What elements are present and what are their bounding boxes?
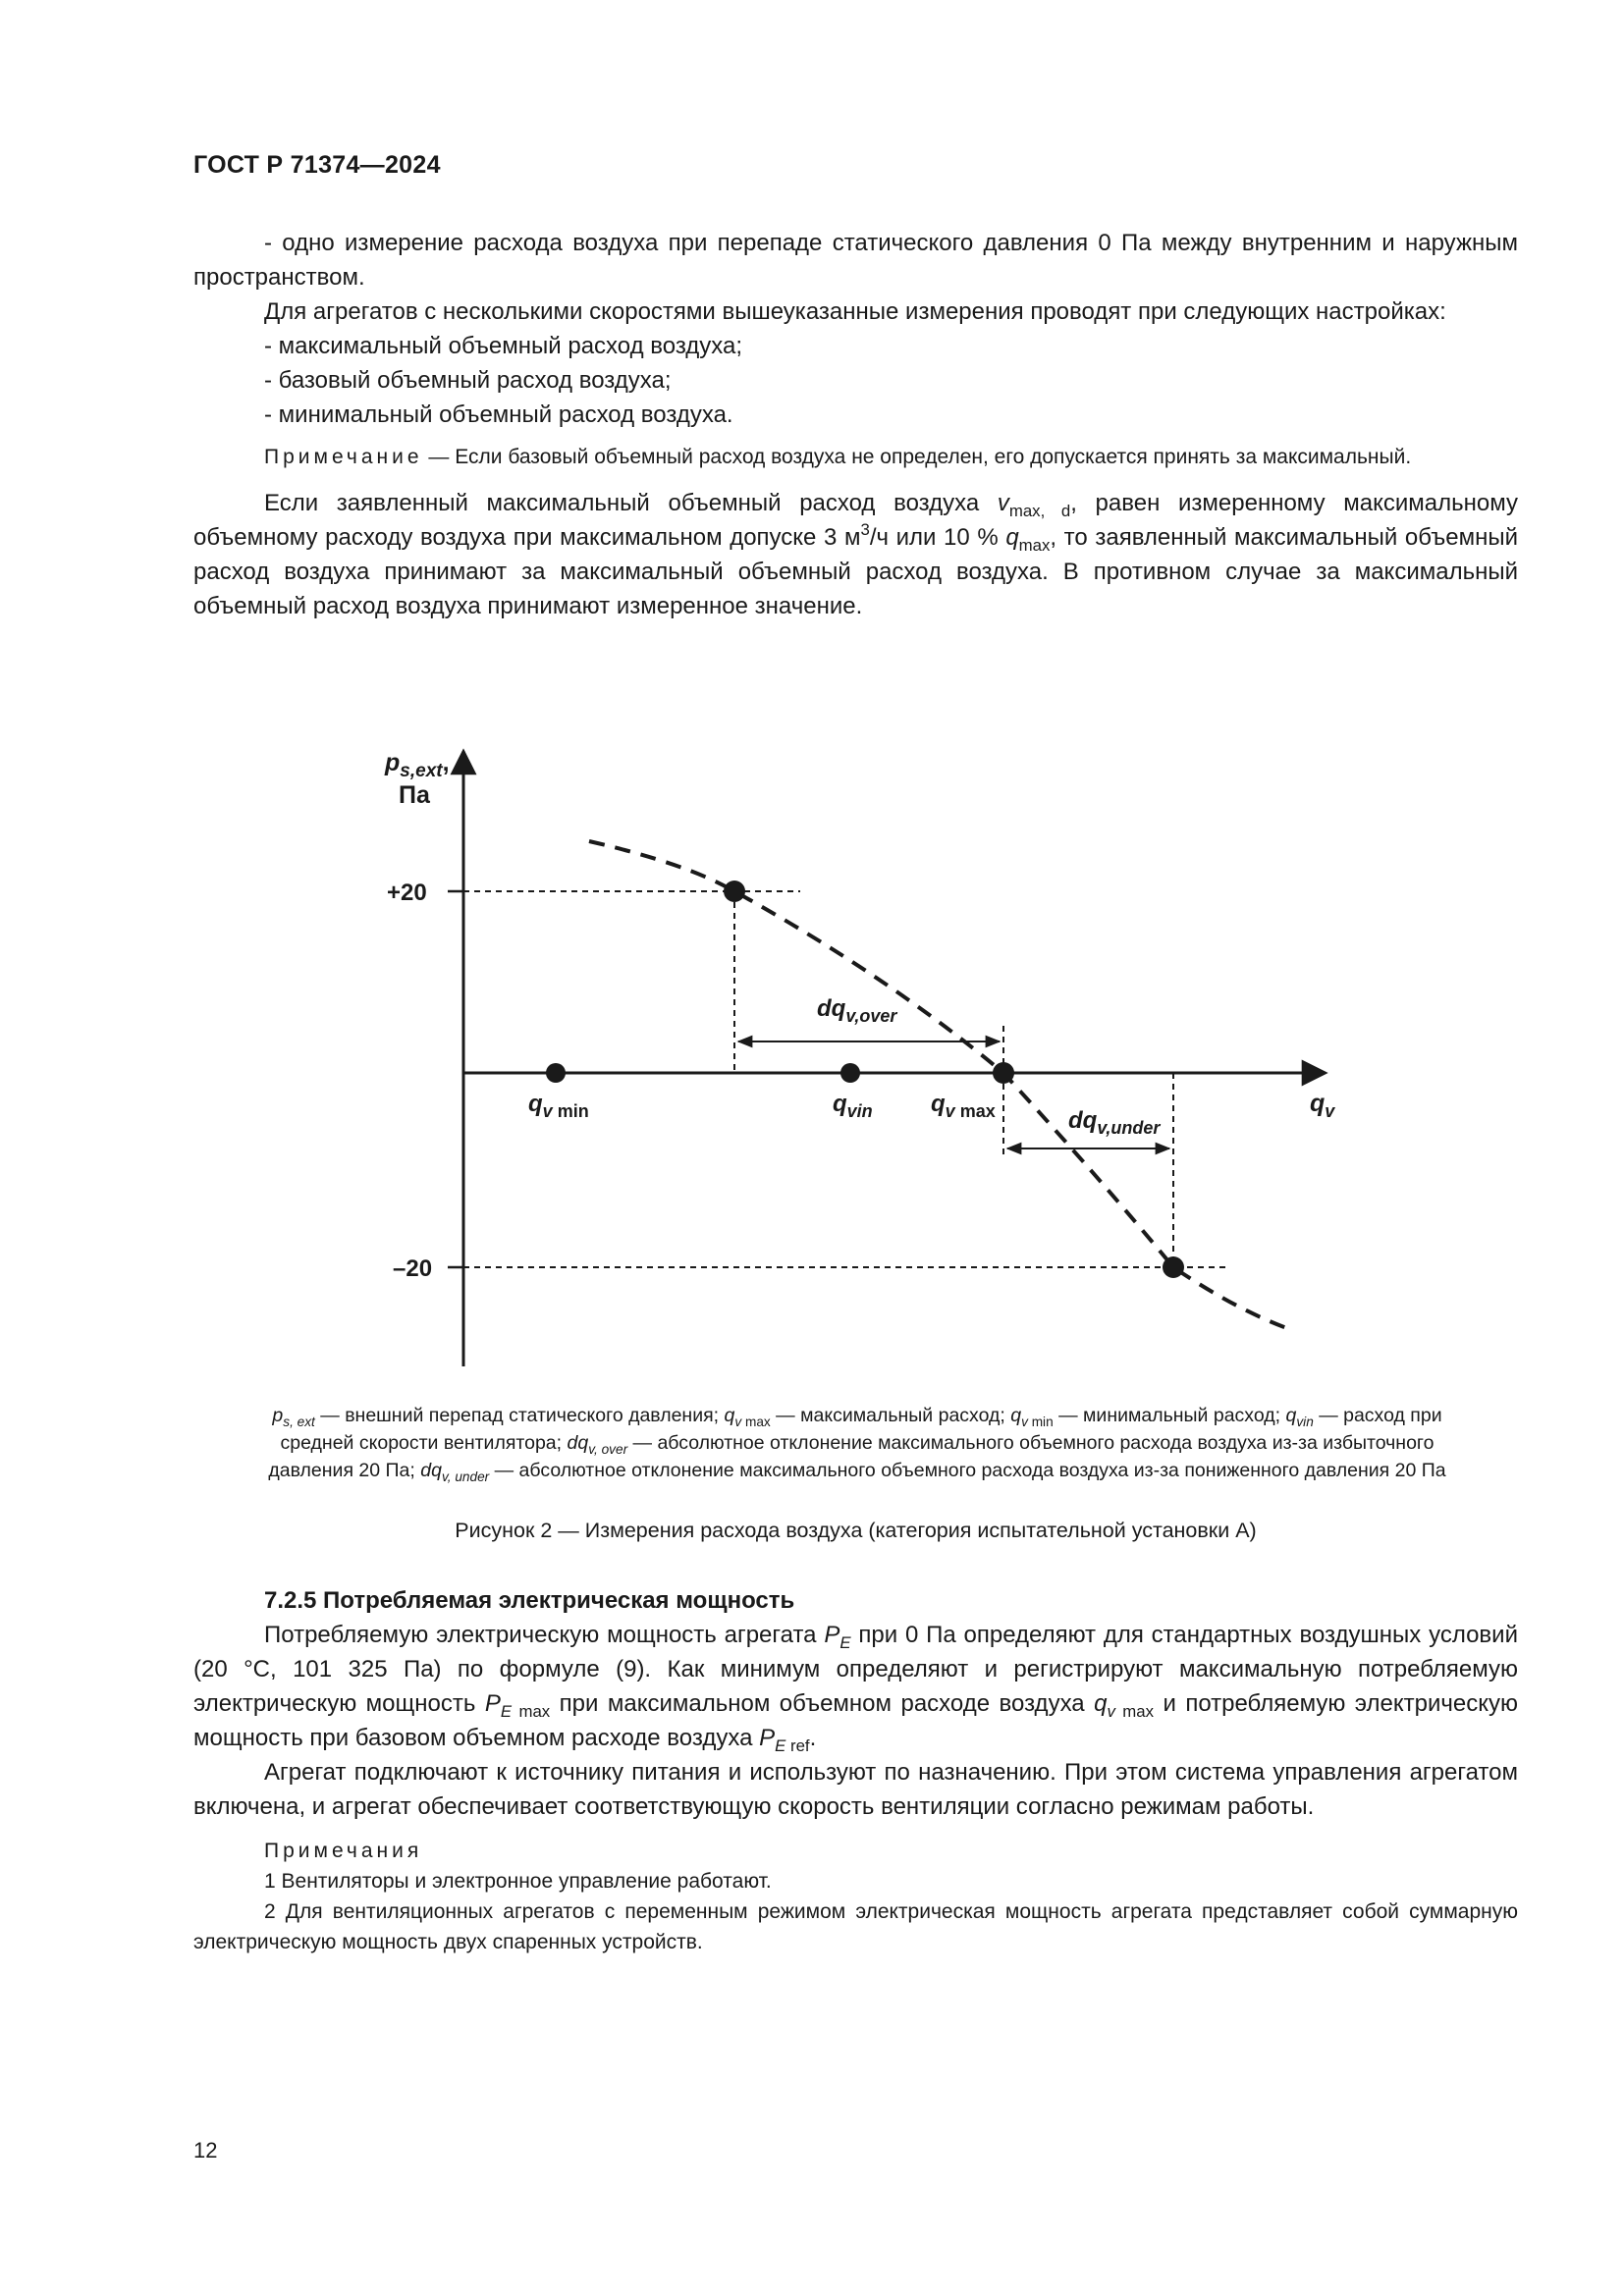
label-qvin: $q_{vin}$ xyxy=(833,1091,873,1121)
list-item: - максимальный объемный расход воздуха; xyxy=(264,333,743,359)
paragraph-zero-pressure: - одно измерение расхода воздуха при перепаде статического давления 0 Па между внутренним и наружным пространством. xyxy=(193,230,1518,291)
notes-label: Примечания xyxy=(264,1840,423,1862)
paragraph-declared-max-flow: Если заявленный максимальный объемный расход воздуха $v_{max, d}$, равен измеренному максимальному объемному расходу воздуха при максимальном допуске 3 $м^3/ч$ или 10 % $q_{max}$, то заявленный максимальный объемный расход воздуха принимают за максимальный объемный расход воздуха. В противном случае за максимальный объемный расход воздуха принимают измеренное значение. xyxy=(193,490,1518,619)
y-tick-label-bottom: –20 xyxy=(393,1255,433,1282)
paragraph-power-supply: Агрегат подключают к источнику питания и используют по назначению. При этом система управления агрегатом включена, и агрегат обеспечивает соответствующую скорость вентиляции согласно режимам работы. xyxy=(193,1759,1518,1820)
figure-legend: $p_{s, ext}$ — внешний перепад статического давления; $q_{v max}$ — максимальный расход; $q_{v min}$ — минимальный расход; $q_{vin}$ — расход при средней скорости вентилятора; $dq_{v, over}$ — абсолютное отклонение максимального объемного расхода воздуха из-за избыточного давления 20 Па; $dq_{v, under}$ — абсолютное отклонение максимального объемного расхода воздуха из-за пониженного давления 20 Па xyxy=(268,1405,1446,1484)
fan-characteristic-curve xyxy=(589,841,1292,1330)
point-plus20 xyxy=(724,881,745,902)
page-number: 12 xyxy=(193,2138,218,2163)
point-qv-max xyxy=(993,1062,1014,1084)
paragraph-multispeed: Для агрегатов с несколькими скоростями вышеуказанные измерения проводят при следующих настройках: xyxy=(264,298,1446,325)
note-label: Примечание xyxy=(264,446,423,468)
x-axis-label: $q_v$ xyxy=(1310,1090,1335,1121)
document-code: ГОСТ Р 71374—2024 xyxy=(193,151,441,179)
label-qv-max: $q_v$ max xyxy=(931,1091,996,1121)
symbol-q: q xyxy=(1005,524,1019,551)
point-qv-min xyxy=(546,1063,566,1083)
note-1: 1 Вентиляторы и электронное управление работают. xyxy=(264,1870,772,1893)
section-title: 7.2.5 Потребляемая электрическая мощность xyxy=(264,1587,795,1614)
y-axis-unit: Па xyxy=(399,781,430,809)
label-dq-under: $dq_{v,under}$ xyxy=(1068,1107,1161,1138)
symbol-v: v xyxy=(997,490,1009,516)
y-tick-label-top: +20 xyxy=(387,880,427,906)
label-dq-over: $dq_{v,over}$ xyxy=(817,995,897,1026)
section-7-2-5 xyxy=(193,1583,1518,1957)
point-qvin xyxy=(840,1063,860,1083)
list-item: - базовый объемный расход воздуха; xyxy=(264,367,672,394)
note-text: — Если базовый объемный расход воздуха не определен, его допускается принять за максимальный. xyxy=(422,446,1412,468)
point-minus20 xyxy=(1163,1256,1184,1278)
y-axis-label: $p_{s,ext}$, xyxy=(385,749,450,781)
paragraph-power-measurement: Потребляемую электрическую мощность агрегата $P_E$ при 0 Па определяют для стандартных воздушных условий (20 °С, 101 325 Па) по формуле (9). Как минимум определяют и регистрируют максимальную потребляемую электрическую мощность $P_{E max}$ при максимальном объемном расходе воздуха $q_{v max}$ и потребляемую электрическую мощность при базовом объемном расходе воздуха $P_{E ref}$. xyxy=(193,1622,1519,1755)
note-2: 2 Для вентиляционных агрегатов с переменным режимом электрическая мощность агрегата представляет собой суммарную электрическую мощность двух спаренных устройств. xyxy=(193,1900,1518,1953)
figure-caption: Рисунок 2 — Измерения расхода воздуха (категория испытательной установки А) xyxy=(455,1519,1257,1542)
list-item: - минимальный объемный расход воздуха. xyxy=(264,401,733,428)
label-qv-min: $q_v$ min xyxy=(528,1091,589,1121)
